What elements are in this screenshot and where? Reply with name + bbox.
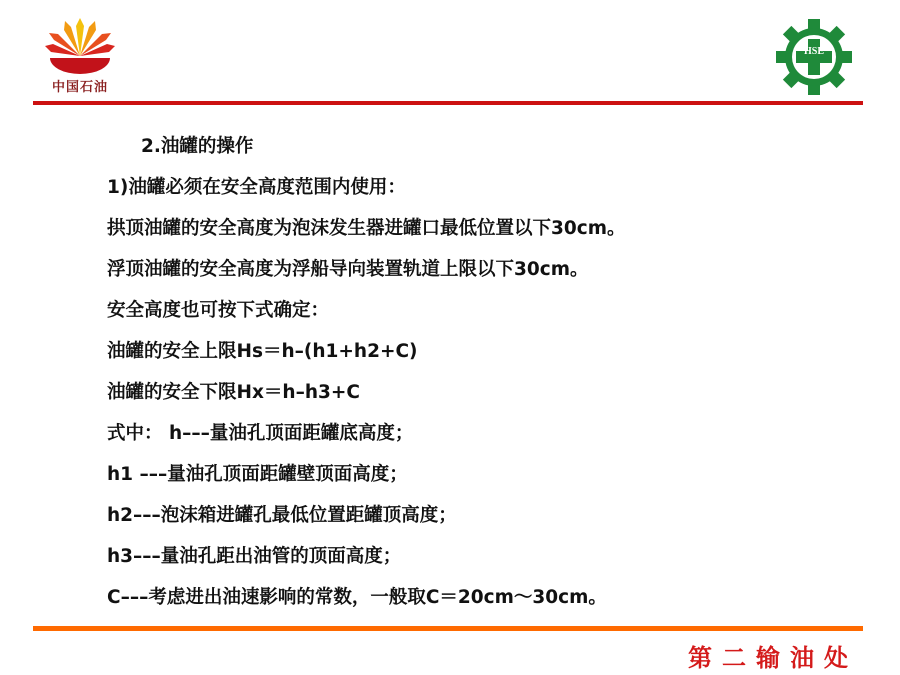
definition-h3: h3–––量油孔距出油管的顶面高度；	[107, 546, 402, 567]
logo-caption: 中国石油	[51, 80, 108, 95]
petrochina-sunflower-icon	[40, 16, 120, 74]
body-line: 拱顶油罐的安全高度为泡沫发生器进罐口最低位置以下30cm。	[107, 218, 626, 239]
footer-department-label: 第二输油处	[688, 644, 858, 672]
hse-logo	[775, 18, 853, 96]
formula-upper-limit: 油罐的安全上限Hs＝h–(h1+h2+C)	[107, 341, 418, 362]
definition-h1: h1 –––量油孔顶面距罐壁顶面高度；	[107, 464, 408, 485]
definition-h: 式中： h–––量油孔顶面距罐底高度；	[107, 423, 414, 444]
formula-lower-limit: 油罐的安全下限Hx＝h–h3+C	[107, 382, 360, 403]
section-heading: 2.油罐的操作	[141, 136, 254, 157]
hse-gear-cross-icon	[775, 18, 853, 96]
slide-body	[107, 133, 867, 625]
hse-logo-text: HSE	[803, 46, 825, 57]
body-line: 浮顶油罐的安全高度为浮船导向装置轨道上限以下30cm。	[107, 259, 589, 280]
header-divider	[33, 101, 863, 105]
footer-divider	[33, 626, 863, 631]
definition-c: C–––考虑进出油速影响的常数，一般取C＝20cm～30cm。	[107, 587, 607, 608]
body-line: 安全高度也可按下式确定：	[107, 300, 330, 321]
definition-h2: h2–––泡沫箱进罐孔最低位置距罐顶高度；	[107, 505, 457, 526]
body-line: 1)油罐必须在安全高度范围内使用：	[107, 177, 406, 198]
petrochina-logo	[40, 16, 120, 98]
